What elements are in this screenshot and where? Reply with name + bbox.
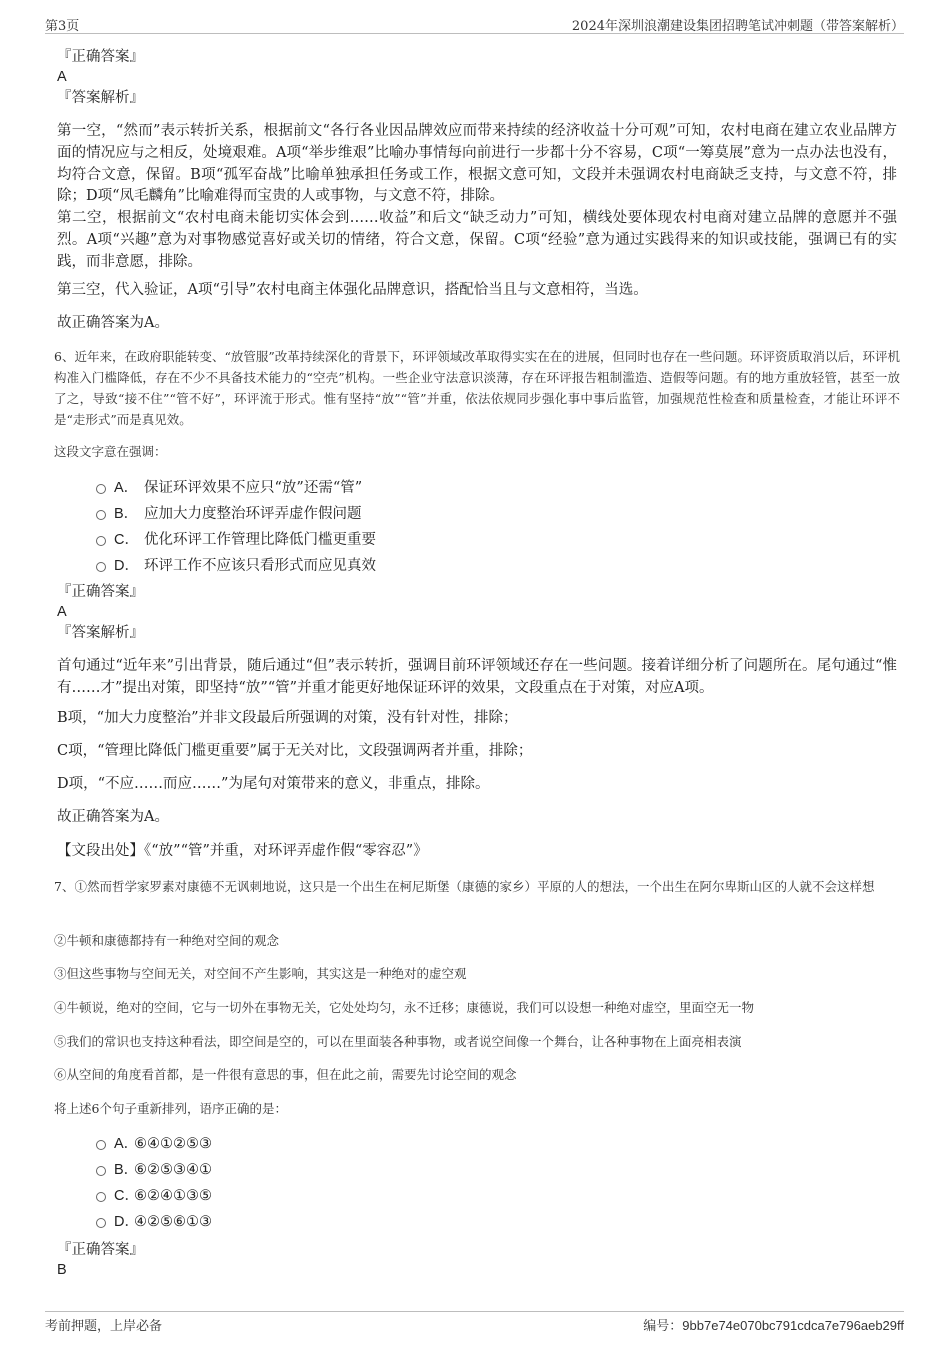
q6-stem: 6、近年来，在政府职能转变、“放管服”改革持续深化的背景下，环评领域改革取得实实在在的进展，但同时也存在一些问题。环评资质取消以后，环评机构准入门槛降低，存在不少不具备技术能力的“空壳”机构。一些企业守法意识淡薄，存在环评报告粗制滥造、造假等问题。有的地方重放轻管，甚至一放了之，导致“接不住”“管不好”，环评流于形式。惟有坚持“放”“管”并重，依法依规同步强化事中事后监管，加强规范性检查和质量检查，才能让环评不是“走形式”而是真见效。 — [54, 349, 900, 427]
q6-option-c[interactable] — [96, 528, 376, 552]
q6-source: 【文段出处】《“放”“管”并重，对环评弄虚作假“零容忍”》 — [57, 843, 428, 859]
option-text: ⑥②⑤③④① — [134, 1162, 212, 1178]
option-letter: D． — [114, 558, 139, 574]
radio-icon[interactable] — [96, 1166, 106, 1176]
option-letter: C． — [114, 532, 139, 548]
q7-sentence: ④牛顿说，绝对的空间，它与一切外在事物无关，它处处均匀，永不迁移；康德说，我们可以设想一种绝对虚空，里面空无一物 — [54, 1000, 755, 1015]
option-text: ⑥②④①③⑤ — [134, 1188, 212, 1204]
page-number: 第3页 — [45, 19, 80, 34]
q7-sentence: ②牛顿和康德都持有一种绝对空间的观念 — [54, 933, 280, 948]
document-title: 2024年深圳浪潮建设集团招聘笔试冲刺题（带答案解析） — [571, 19, 904, 34]
q6-conclusion: 故正确答案为A。 — [57, 809, 169, 825]
q7-option-a[interactable] — [96, 1132, 212, 1156]
q5-correct-answer-label: 『正确答案』 — [57, 49, 144, 65]
q5-analysis-label: 『答案解析』 — [57, 90, 144, 106]
q7-correct-answer-label: 『正确答案』 — [57, 1242, 144, 1258]
q7-prompt: 将上述6个句子重新排列，语序正确的是： — [54, 1101, 287, 1116]
option-letter: C． — [114, 1188, 139, 1204]
radio-icon[interactable] — [96, 510, 106, 520]
q6-option-a[interactable] — [96, 476, 362, 500]
page-header — [45, 13, 904, 34]
q7-option-b[interactable] — [96, 1158, 212, 1182]
q5-correct-answer: A — [57, 69, 67, 85]
option-text: 保证环评效果不应只“放”还需“管” — [144, 480, 363, 496]
option-text: 优化环评工作管理比降低门槛更重要 — [144, 532, 376, 548]
radio-icon[interactable] — [96, 562, 106, 572]
document-id-code: 9bb7e74e070bc791cdca7e796aeb29ff — [682, 1318, 904, 1333]
q7-option-d[interactable] — [96, 1210, 212, 1234]
q7-correct-answer: B — [57, 1262, 67, 1278]
footer-slogan: 考前押题，上岸必备 — [45, 1319, 163, 1334]
q5-analysis-paragraph: 第一空，“然而”表示转折关系，根据前文“各行各业因品牌效应而带来持续的经济收益十分可观”可知，农村电商在建立农业品牌方面的情况应与之相反，处境艰难。A项“举步维艰”比喻办事情每向前进行一步都十分不容易，C项“一筹莫展”意为一点办法也没有，均符合文意，保留。B项“孤军奋战”比喻单独承担任务或工作，根据文意可知，文段并未强调农村电商缺乏支持，与文意不符，排除；D项“凤毛麟角”比喻难得而宝贵的人或事物，与文意不符，排除。 — [57, 123, 897, 205]
q5-analysis-paragraph: 第三空，代入验证，A项“引导”农村电商主体强化品牌意识，搭配恰当且与文意相符，当选。 — [57, 282, 648, 298]
radio-icon[interactable] — [96, 1192, 106, 1202]
q6-analysis-paragraph: B项，“加大力度整治”并非文段最后所强调的对策，没有针对性，排除； — [57, 710, 518, 726]
radio-icon[interactable] — [96, 1218, 106, 1228]
q6-analysis-paragraph: 首句通过“近年来”引出背景，随后通过“但”表示转折，强调目前环评领域还存在一些问题。接着详细分析了问题所在。尾句通过“惟有……才”提出对策，即坚持“放”“管”并重才能更好地保证环评的效果，文段重点在于对策，对应A项。 — [57, 658, 897, 696]
option-text: 环评工作不应该只看形式而应见真效 — [144, 558, 376, 574]
q6-analysis-paragraph: D项，“不应……而应……”为尾句对策带来的意义，非重点，排除。 — [57, 776, 490, 792]
option-letter: A． — [114, 1136, 139, 1152]
q6-option-d[interactable] — [96, 554, 376, 578]
q7-sentence: ⑥从空间的角度看首都，是一件很有意思的事，但在此之前，需要先讨论空间的观念 — [54, 1067, 517, 1082]
document-id — [643, 1315, 904, 1334]
q7-sentence: ③但这些事物与空间无关，对空间不产生影响，其实这是一种绝对的虚空观 — [54, 966, 467, 981]
q5-analysis-paragraph: 第二空，根据前文“农村电商未能切实体会到……收益”和后文“缺乏动力”可知，横线处要体现农村电商对建立品牌的意愿并不强烈。A项“兴趣”意为对事物感觉喜好或关切的情绪，符合文意，保留。C项“经验”意为通过实践得来的知识或技能，强调已有的实践，而非意愿，排除。 — [57, 210, 897, 270]
option-text: 应加大力度整治环评弄虚作假问题 — [144, 506, 362, 522]
q6-analysis-paragraph: C项，“管理比降低门槛更重要”属于无关对比，文段强调两者并重，排除； — [57, 743, 533, 759]
option-letter: B． — [114, 1162, 139, 1178]
option-letter: D． — [114, 1214, 139, 1230]
q7-option-c[interactable] — [96, 1184, 212, 1208]
q7-stem: 7、①然而哲学家罗素对康德不无讽刺地说，这只是一个出生在柯尼斯堡（康德的家乡）平原的人的想法，一个出生在阿尔卑斯山区的人就不会这样想 — [54, 879, 875, 894]
q6-correct-answer-label: 『正确答案』 — [57, 584, 144, 600]
q5-conclusion: 故正确答案为A。 — [57, 315, 169, 331]
page-footer — [45, 1311, 904, 1332]
option-text: ⑥④①②⑤③ — [134, 1136, 212, 1152]
q6-correct-answer: A — [57, 604, 67, 620]
document-id-label: 编号： — [643, 1319, 683, 1334]
q6-analysis-label: 『答案解析』 — [57, 625, 144, 641]
radio-icon[interactable] — [96, 536, 106, 546]
q7-sentence: ⑤我们的常识也支持这种看法，即空间是空的，可以在里面装各种事物，或者说空间像一个舞台，让各种事物在上面亮相表演 — [54, 1034, 742, 1049]
q6-option-b[interactable] — [96, 502, 362, 526]
q6-prompt: 这段文字意在强调： — [54, 444, 167, 459]
option-text: ④②⑤⑥①③ — [134, 1214, 212, 1230]
option-letter: A． — [114, 480, 139, 496]
radio-icon[interactable] — [96, 484, 106, 494]
radio-icon[interactable] — [96, 1140, 106, 1150]
option-letter: B． — [114, 506, 139, 522]
